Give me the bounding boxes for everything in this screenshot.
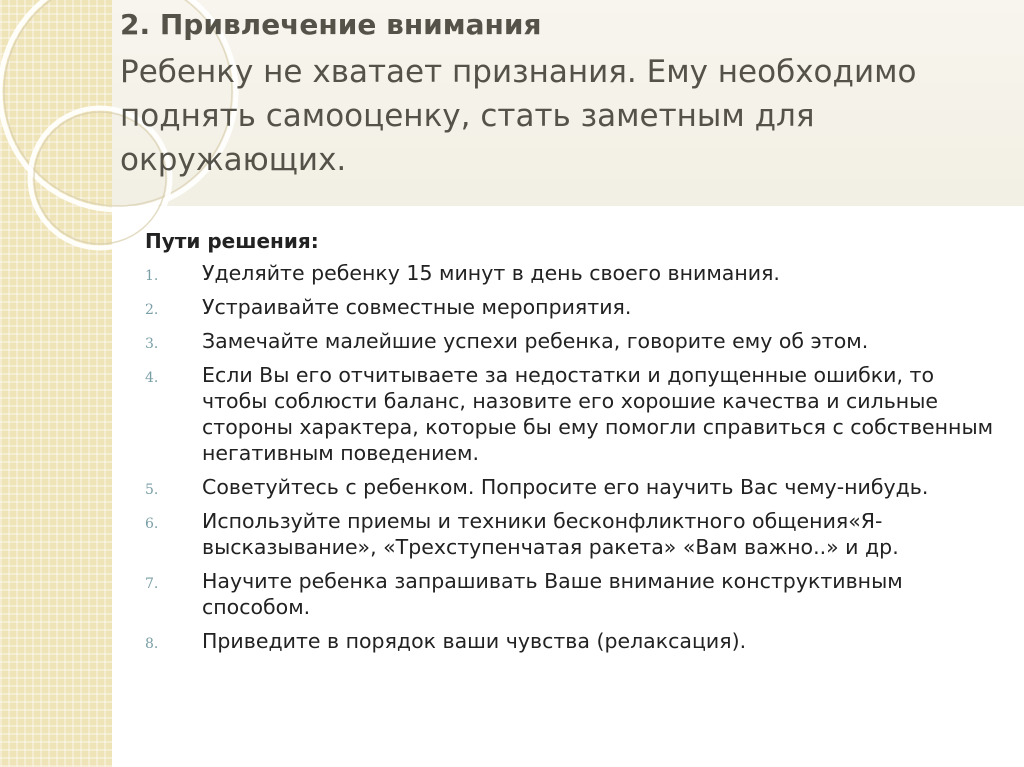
list-item-number: 3. [145, 336, 159, 352]
list-item-text: Научите ребенка запрашивать Ваше внимание конструктивным способом. [202, 569, 903, 619]
solutions-heading: Пути решения: [145, 229, 319, 253]
list-item-text: Устраивайте совместные мероприятия. [202, 295, 632, 319]
list-item [145, 508, 1002, 560]
decorative-side-panel [0, 0, 112, 767]
list-item-number: 7. [145, 576, 159, 592]
list-item [145, 474, 1002, 500]
slide-title: 2. Привлечение внимания [120, 8, 542, 41]
list-item [145, 628, 1002, 654]
list-item-text: Замечайте малейшие успехи ребенка, говорите ему об этом. [202, 329, 869, 353]
list-item [145, 362, 1002, 466]
list-item-text: Приведите в порядок ваши чувства (релаксация). [202, 629, 747, 653]
list-item [145, 568, 1002, 620]
list-item-number: 1. [145, 268, 159, 284]
list-item-number: 4. [145, 370, 159, 386]
list-item-text: Используйте приемы и техники бесконфликтного общения«Я-высказывание», «Трехступенчатая ракета» «Вам важно..» и др. [202, 509, 899, 559]
list-item-number: 8. [145, 636, 159, 652]
list-item-number: 5. [145, 482, 159, 498]
solutions-list [145, 260, 1005, 654]
list-item-number: 2. [145, 302, 159, 318]
list-item [145, 294, 1002, 320]
list-item [145, 328, 1002, 354]
list-item [145, 260, 1002, 286]
list-item-number: 6. [145, 516, 159, 532]
slide-subtitle: Ребенку не хватает признания. Ему необходимо поднять самооценку, стать заметным для окружающих. [120, 54, 917, 178]
list-item-text: Советуйтесь с ребенком. Попросите его научить Вас чему-нибудь. [202, 475, 929, 499]
solutions-section [145, 228, 1005, 662]
list-item-text: Если Вы его отчитываете за недостатки и допущенные ошибки, то чтобы соблюсти баланс, назовите его хорошие качества и сильные стороны характера, которые бы ему помогли справиться с собственным негативным поведением. [202, 363, 994, 465]
list-item-text: Уделяйте ребенку 15 минут в день своего внимания. [202, 261, 780, 285]
